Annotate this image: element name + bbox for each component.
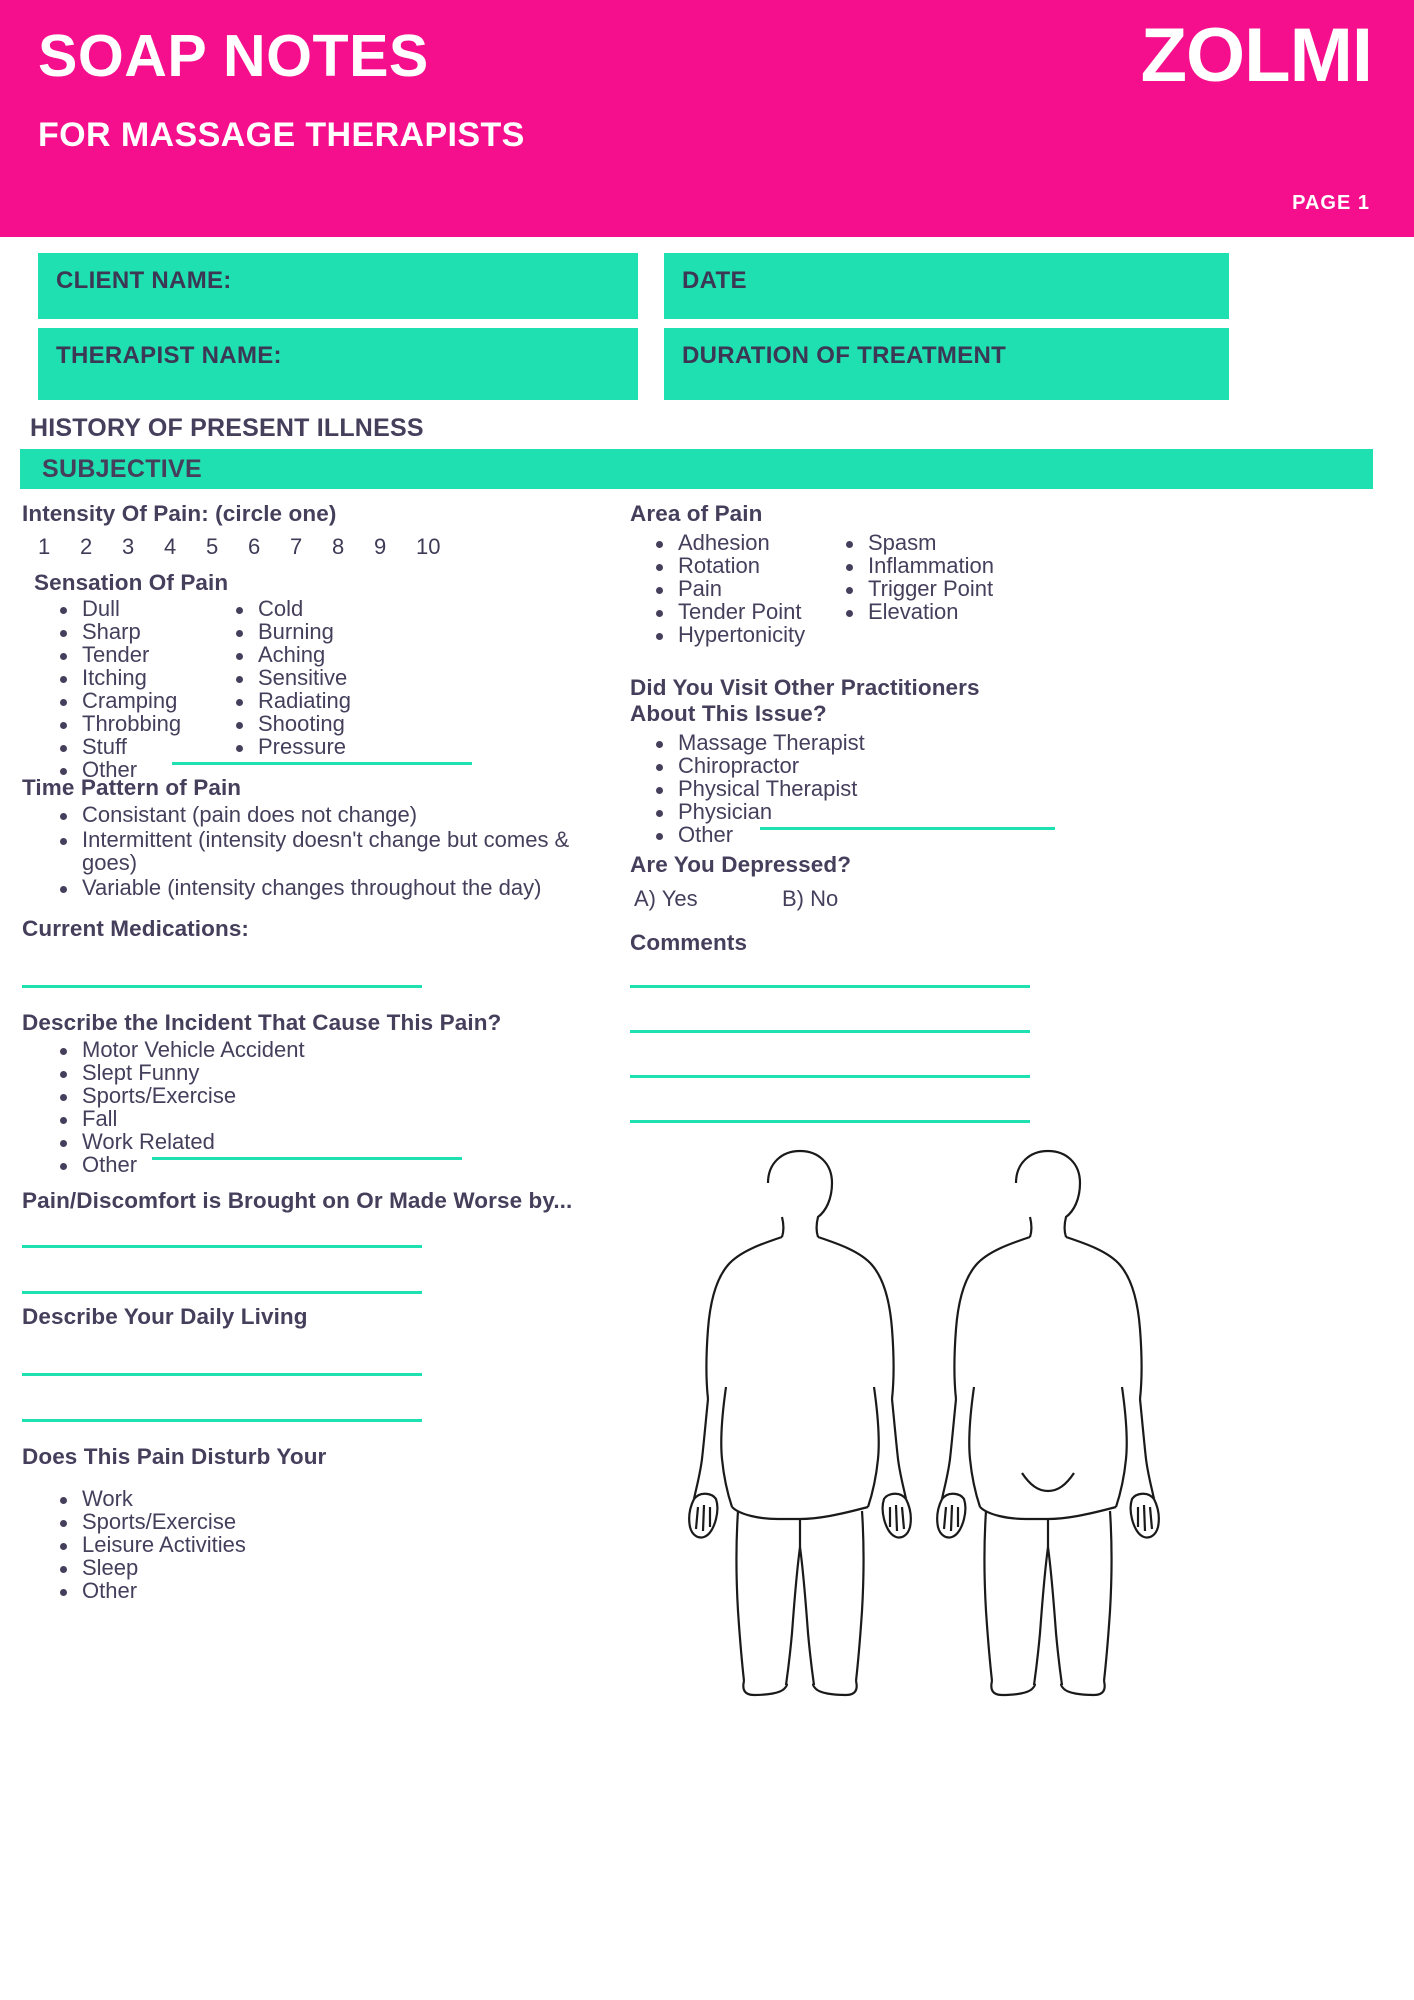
list-item[interactable]: Throbbing [56,713,222,736]
list-item[interactable]: Hypertonicity [652,624,842,647]
pain-scale-8[interactable]: 8 [332,533,345,559]
worse-by-line-1[interactable] [22,1245,422,1248]
list-item[interactable]: Radiating [232,690,482,713]
pain-scale-5[interactable]: 5 [206,533,219,559]
zolmi-logo: ZOLMI [1140,13,1372,98]
area-of-pain-heading: Area of Pain [630,501,763,526]
date-field[interactable]: DATE [664,253,1229,319]
current-medications-heading: Current Medications: [22,916,250,942]
list-item[interactable]: Tender [56,644,222,667]
list-item[interactable]: Pressure [232,736,482,759]
page-title: SOAP NOTES [38,23,429,89]
depressed-option-no[interactable]: B) No [782,886,839,912]
body-front-figure [689,1151,911,1695]
list-item[interactable]: Chiropractor [652,755,1382,778]
time-pattern-heading: Time Pattern of Pain [22,775,242,801]
list-item[interactable]: Work [56,1488,612,1511]
depressed-heading: Are You Depressed? [630,851,852,877]
pain-scale[interactable] [38,534,612,560]
list-item[interactable]: Trigger Point [842,578,994,601]
subjective-section-header: SUBJECTIVE [20,449,1373,489]
list-item[interactable]: Pain [652,578,842,601]
list-item[interactable]: Other [56,1580,612,1603]
list-item[interactable]: Sensitive [232,667,482,690]
list-item[interactable]: Sharp [56,621,222,644]
list-item[interactable]: Fall [56,1108,612,1131]
list-item-other[interactable]: Other [56,759,222,782]
list-item[interactable]: Spasm [842,532,994,555]
comments-line-1[interactable] [630,985,1030,988]
list-item[interactable]: Motor Vehicle Accident [56,1039,612,1062]
depressed-options [634,886,1382,912]
left-column [22,501,612,1702]
list-item[interactable]: Physical Therapist [652,778,1382,801]
comments-line-3[interactable] [630,1075,1030,1078]
pain-scale-6[interactable]: 6 [248,533,261,559]
list-item[interactable]: Variable (intensity changes throughout the day) [56,877,612,902]
client-name-field[interactable]: CLIENT NAME: [38,253,638,319]
list-item[interactable]: Physician [652,801,1382,824]
list-item[interactable]: Inflammation [842,555,994,578]
pain-scale-1[interactable]: 1 [38,533,51,559]
list-item[interactable]: Sports/Exercise [56,1511,612,1534]
body-back-figure [937,1151,1159,1695]
page-number: PAGE 1 [1292,192,1370,214]
depressed-option-yes[interactable]: A) Yes [634,886,698,912]
list-item[interactable]: Shooting [232,713,482,736]
incident-heading: Describe the Incident That Cause This Pain? [22,1009,502,1035]
sensation-of-pain-list [22,598,612,782]
list-item[interactable]: Sleep [56,1557,612,1580]
duration-field[interactable]: DURATION OF TREATMENT [664,328,1229,400]
list-item[interactable]: Rotation [652,555,842,578]
client-info-fields [0,237,1414,400]
list-item[interactable]: Elevation [842,601,994,624]
comments-heading: Comments [630,930,748,956]
list-item[interactable]: Dull [56,598,222,621]
practitioners-heading: Did You Visit Other Practitioners About This Issue? [630,674,980,727]
pain-scale-4[interactable]: 4 [164,533,177,559]
list-item[interactable]: Tender Point [652,601,842,624]
page-subtitle: FOR MASSAGE THERAPISTS [38,115,525,154]
daily-living-line-2[interactable] [22,1419,422,1422]
list-item[interactable]: Cramping [56,690,222,713]
field-row-2 [38,328,1373,400]
sensation-of-pain-heading: Sensation Of Pain [34,569,229,595]
list-item[interactable]: Stuff [56,736,222,759]
area-column-2 [842,529,994,647]
list-item[interactable]: Burning [232,621,482,644]
list-item[interactable]: Sports/Exercise [56,1085,612,1108]
list-item[interactable]: Itching [56,667,222,690]
list-item-other[interactable]: Other [652,824,1382,847]
therapist-name-field[interactable]: THERAPIST NAME: [38,328,638,400]
page-header [0,0,1414,237]
list-item[interactable]: Massage Therapist [652,732,1382,755]
pain-scale-3[interactable]: 3 [122,533,135,559]
daily-living-heading: Describe Your Daily Living [22,1304,308,1330]
sensation-column-2 [222,598,482,782]
field-row-1 [38,253,1373,319]
list-item[interactable]: Intermittent (intensity doesn't change but comes & goes) [56,829,612,877]
body-diagram[interactable] [678,1137,1382,1702]
history-of-present-illness-heading: HISTORY OF PRESENT ILLNESS [30,414,424,442]
list-item[interactable]: Leisure Activities [56,1534,612,1557]
pain-scale-2[interactable]: 2 [80,533,93,559]
list-item[interactable]: Adhesion [652,532,842,555]
list-item[interactable]: Work Related [56,1131,612,1154]
area-column-1 [630,529,842,647]
disturb-heading: Does This Pain Disturb Your [22,1443,327,1469]
list-item[interactable]: Aching [232,644,482,667]
list-item[interactable]: Cold [232,598,482,621]
list-item[interactable]: Consistant (pain does not change) [56,804,612,829]
list-item[interactable]: Slept Funny [56,1062,612,1085]
medications-blank-line[interactable] [22,985,422,988]
pain-scale-9[interactable]: 9 [374,533,387,559]
pain-scale-10[interactable]: 10 [416,533,441,559]
area-of-pain-list [630,529,1382,647]
right-column [612,501,1382,1702]
daily-living-line-1[interactable] [22,1373,422,1376]
worse-by-line-2[interactable] [22,1291,422,1294]
intensity-of-pain-heading: Intensity Of Pain: (circle one) [22,501,337,526]
worse-by-heading: Pain/Discomfort is Brought on Or Made Worse by... [22,1188,573,1214]
list-item-other[interactable]: Other [56,1154,612,1177]
sensation-column-1 [22,598,222,782]
comments-line-2[interactable] [630,1030,1030,1033]
form-columns [0,489,1414,1702]
pain-scale-7[interactable]: 7 [290,533,303,559]
comments-line-4[interactable] [630,1120,1030,1123]
